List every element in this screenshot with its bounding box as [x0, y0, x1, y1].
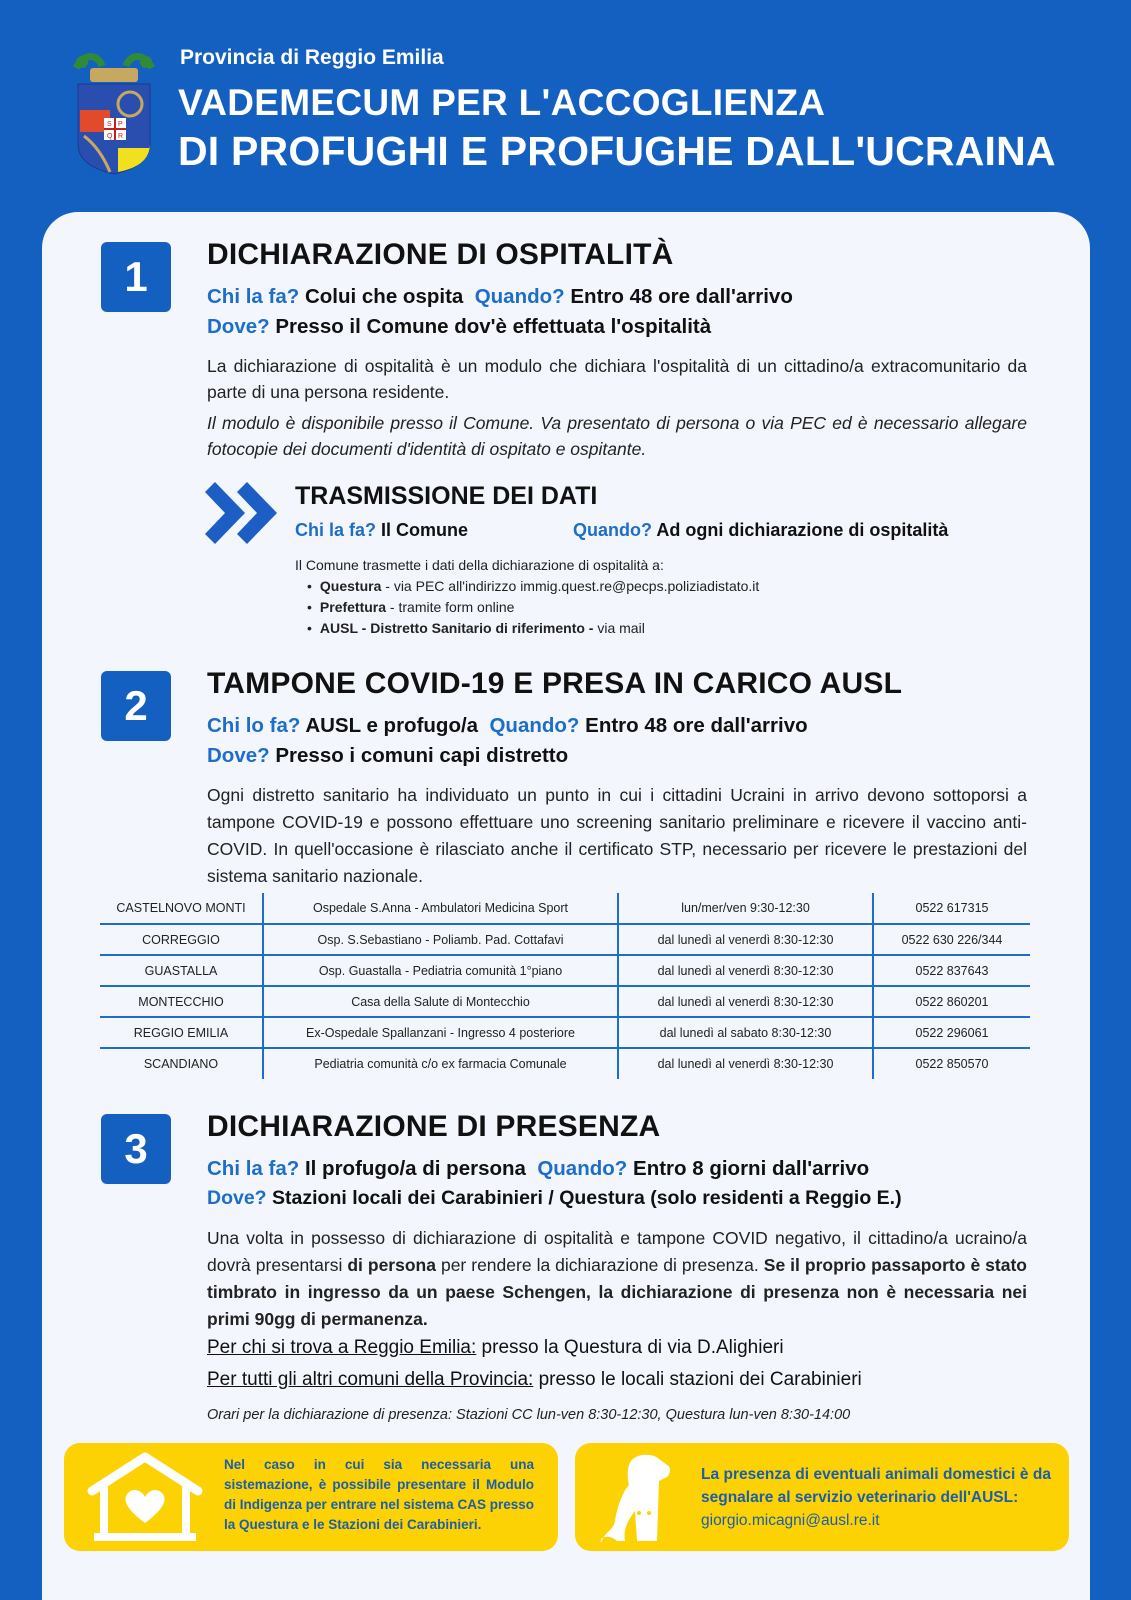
list-item-text: via mail	[593, 620, 645, 636]
step-number-badge: 2	[101, 671, 171, 741]
when-label: Quando?	[573, 520, 652, 540]
step-number-badge: 3	[101, 1114, 171, 1184]
crest-letter: P	[118, 121, 123, 128]
district-name-cell: CORREGGIO	[100, 924, 263, 955]
when-value: Ad ogni dichiarazione di ospitalità	[656, 520, 949, 540]
reggio-emilia-line	[207, 1337, 784, 1359]
phone-cell: 0522 617315	[873, 893, 1030, 924]
location-cell: Osp. Guastalla - Pediatria comunità 1°piano	[263, 955, 618, 986]
double-chevron-icon	[203, 482, 279, 544]
page-title-line1: VADEMECUM PER L'ACCOGLIENZA	[178, 82, 826, 123]
when-label: Quando?	[537, 1157, 628, 1180]
section-paragraph: Ogni distretto sanitario ha individuato un punto in cui i cittadini Ucraini in arrivo devono sottoporsi a tampone COVID-19 e possono effettuare uno screening sanitario preliminare e ricevere il vaccino anti-COVID. In quell'occasione è rilasciato anche il certificato STP, necessario per ricevere le prestazioni del sistema sanitario nazionale.	[207, 785, 1027, 886]
where-line	[207, 315, 711, 339]
where-line	[207, 744, 568, 768]
hours-note: Orari per la dichiarazione di presenza: Stazioni CC lun-ven 8:30-12:30, Questura lun-ven 8:30-14:00	[207, 1407, 851, 1423]
crest-letter: S	[107, 121, 112, 128]
table-row	[100, 1017, 1030, 1048]
location-cell: Casa della Salute di Montecchio	[263, 986, 618, 1017]
table-row	[100, 924, 1030, 955]
table-row	[100, 1048, 1030, 1079]
list-item-bold: Prefettura	[319, 599, 387, 615]
phone-cell: 0522 860201	[873, 986, 1030, 1017]
paragraph-text: per rendere la dichiarazione di presenza.	[435, 1255, 764, 1275]
reggio-emilia-text: presso la Questura di via D.Alighieri	[476, 1337, 784, 1358]
section-title: DICHIARAZIONE DI PRESENZA	[207, 1110, 661, 1143]
other-comuni-text: presso le locali stazioni dei Carabinieri	[533, 1369, 862, 1390]
district-table	[100, 893, 1030, 1079]
who-label: Chi lo fa?	[207, 714, 301, 737]
vet-email-link[interactable]: giorgio.micagni@ausl.re.it	[701, 1512, 880, 1529]
pets-info-message: La presenza di eventuali animali domestici è da segnalare al servizio veterinario dell'AUSL:	[701, 1466, 1051, 1506]
step-number-badge: 1	[101, 242, 171, 312]
hours-cell: dal lunedì al sabato 8:30-12:30	[618, 1017, 873, 1048]
other-comuni-line	[207, 1369, 862, 1391]
where-value: Stazioni locali dei Carabinieri / Questura (solo residenti a Reggio E.)	[272, 1187, 902, 1209]
when-label: Quando?	[489, 714, 580, 737]
list-item-bold: AUSL - Distretto Sanitario di riferimento -	[319, 620, 594, 636]
district-name-cell: GUASTALLA	[100, 955, 263, 986]
paragraph-bold: di persona	[347, 1255, 436, 1275]
where-label: Dove?	[207, 744, 270, 767]
transmission-who	[295, 520, 468, 541]
list-item-text: - tramite form online	[386, 599, 515, 615]
section-title: TAMPONE COVID-19 E PRESA IN CARICO AUSL	[207, 667, 903, 700]
district-name-cell: SCANDIANO	[143, 1057, 219, 1071]
location-cell: Osp. S.Sebastiano - Poliamb. Pad. Cottafavi	[263, 924, 618, 955]
when-value: Entro 48 ore dall'arrivo	[585, 714, 808, 737]
phone-cell: 0522 630 226/344	[873, 924, 1030, 955]
housing-info-box	[64, 1443, 558, 1551]
when-value: Entro 8 giorni dall'arrivo	[633, 1157, 870, 1180]
transmission-intro: Il Comune trasmette i dati della dichiarazione di ospitalità a:	[295, 557, 664, 573]
who-label: Chi la fa?	[207, 285, 300, 308]
who-label: Chi la fa?	[207, 1157, 300, 1180]
list-item-text: - via PEC all'indirizzo immig.quest.re@pecps.poliziadistato.it	[381, 578, 760, 594]
section-title: DICHIARAZIONE DI OSPITALITÀ	[207, 238, 674, 271]
table-row	[100, 893, 1030, 924]
where-label: Dove?	[207, 315, 270, 338]
phone-cell: 0522 296061	[873, 1017, 1030, 1048]
other-comuni-label: Per tutti gli altri comuni della Provincia:	[207, 1369, 534, 1390]
hours-cell: dal lunedì al venerdì 8:30-12:30	[618, 924, 873, 955]
where-label: Dove?	[207, 1187, 267, 1209]
district-name-cell: CASTELNOVO MONTI	[100, 893, 263, 924]
section-paragraph	[207, 1225, 1027, 1333]
transmission-title: TRASMISSIONE DEI DATI	[295, 482, 598, 510]
who-label: Chi la fa?	[295, 520, 377, 540]
hours-cell: dal lunedì al venerdì 8:30-12:30	[618, 955, 873, 986]
header-subtitle: Provincia di Reggio Emilia	[180, 46, 444, 69]
dog-cat-icon	[597, 1451, 689, 1547]
who-value: Il profugo/a di persona	[304, 1157, 526, 1180]
who-when-line	[207, 714, 808, 738]
who-when-line	[207, 285, 793, 309]
transmission-list	[295, 555, 759, 639]
table-row	[100, 986, 1030, 1017]
when-value: Entro 48 ore dall'arrivo	[570, 285, 793, 308]
where-line	[207, 1187, 902, 1210]
phone-cell: 0522 850570	[873, 1048, 1030, 1079]
location-cell: Ex-Ospedale Spallanzani - Ingresso 4 posteriore	[263, 1017, 618, 1048]
list-item	[307, 576, 759, 597]
list-item	[307, 618, 759, 639]
paragraph-bold: Se il proprio passaporto è stato timbrato in ingresso da un paese Schengen, la dichiarazione di presenza non è necessaria nei primi 90gg di permanenza.	[207, 1255, 1027, 1329]
who-when-line	[207, 1157, 869, 1181]
district-name-cell: MONTECCHIO	[100, 986, 263, 1017]
who-value: Il Comune	[381, 520, 469, 540]
hours-cell: lun/mer/ven 9:30-12:30	[618, 893, 873, 924]
where-value: Presso i comuni capi distretto	[275, 744, 569, 767]
reggio-emilia-label: Per chi si trova a Reggio Emilia:	[207, 1337, 477, 1358]
location-cell: Ospedale S.Anna - Ambulatori Medicina Sport	[263, 893, 618, 924]
who-value: AUSL e profugo/a	[305, 714, 479, 737]
header	[0, 0, 1131, 210]
province-crest-logo	[70, 48, 158, 176]
hours-cell: dal lunedì al venerdì 8:30-12:30	[618, 986, 873, 1017]
housing-info-text: Nel caso in cui sia necessaria una sistemazione, è possibile presentare il Modulo di Indigenza per entrare nel sistema CAS presso la Questura e le Stazioni dei Carabinieri.	[224, 1457, 534, 1532]
district-name-cell: REGGIO EMILIA	[100, 1017, 263, 1048]
hours-cell: dal lunedì al venerdì 8:30-12:30	[618, 1048, 873, 1079]
crest-letter: R	[118, 133, 124, 140]
pets-info-box	[575, 1443, 1069, 1551]
page-title-line2: DI PROFUGHI E PROFUGHE DALL'UCRAINA	[178, 128, 1056, 174]
location-cell: Pediatria comunità c/o ex farmacia Comunale	[263, 1048, 618, 1079]
list-item-bold: Questura	[319, 578, 382, 594]
section-paragraph: La dichiarazione di ospitalità è un modulo che dichiara l'ospitalità di un cittadino/a extracomunitario da parte di una persona residente.	[207, 356, 1027, 402]
transmission-when	[573, 520, 948, 541]
paragraph-text: Una volta in possesso di dichiarazione di ospitalità e tampone COVID negativo, il cittadino/a ucraino/a dovrà presentarsi	[207, 1228, 1027, 1275]
crest-letter: Q	[107, 133, 113, 140]
section-paragraph-italic: Il modulo è disponibile presso il Comune. Va presentato di persona o via PEC ed è necessario allegare fotocopie dei documenti d'identità di ospitato e ospitante.	[207, 413, 1027, 459]
where-value: Presso il Comune dov'è effettuata l'ospitalità	[275, 315, 712, 338]
pets-info-text	[701, 1463, 1051, 1532]
table-row	[100, 955, 1030, 986]
who-value: Colui che ospita	[304, 285, 464, 308]
house-heart-icon	[86, 1451, 204, 1545]
phone-cell: 0522 837643	[873, 955, 1030, 986]
list-item	[307, 597, 759, 618]
when-label: Quando?	[474, 285, 565, 308]
